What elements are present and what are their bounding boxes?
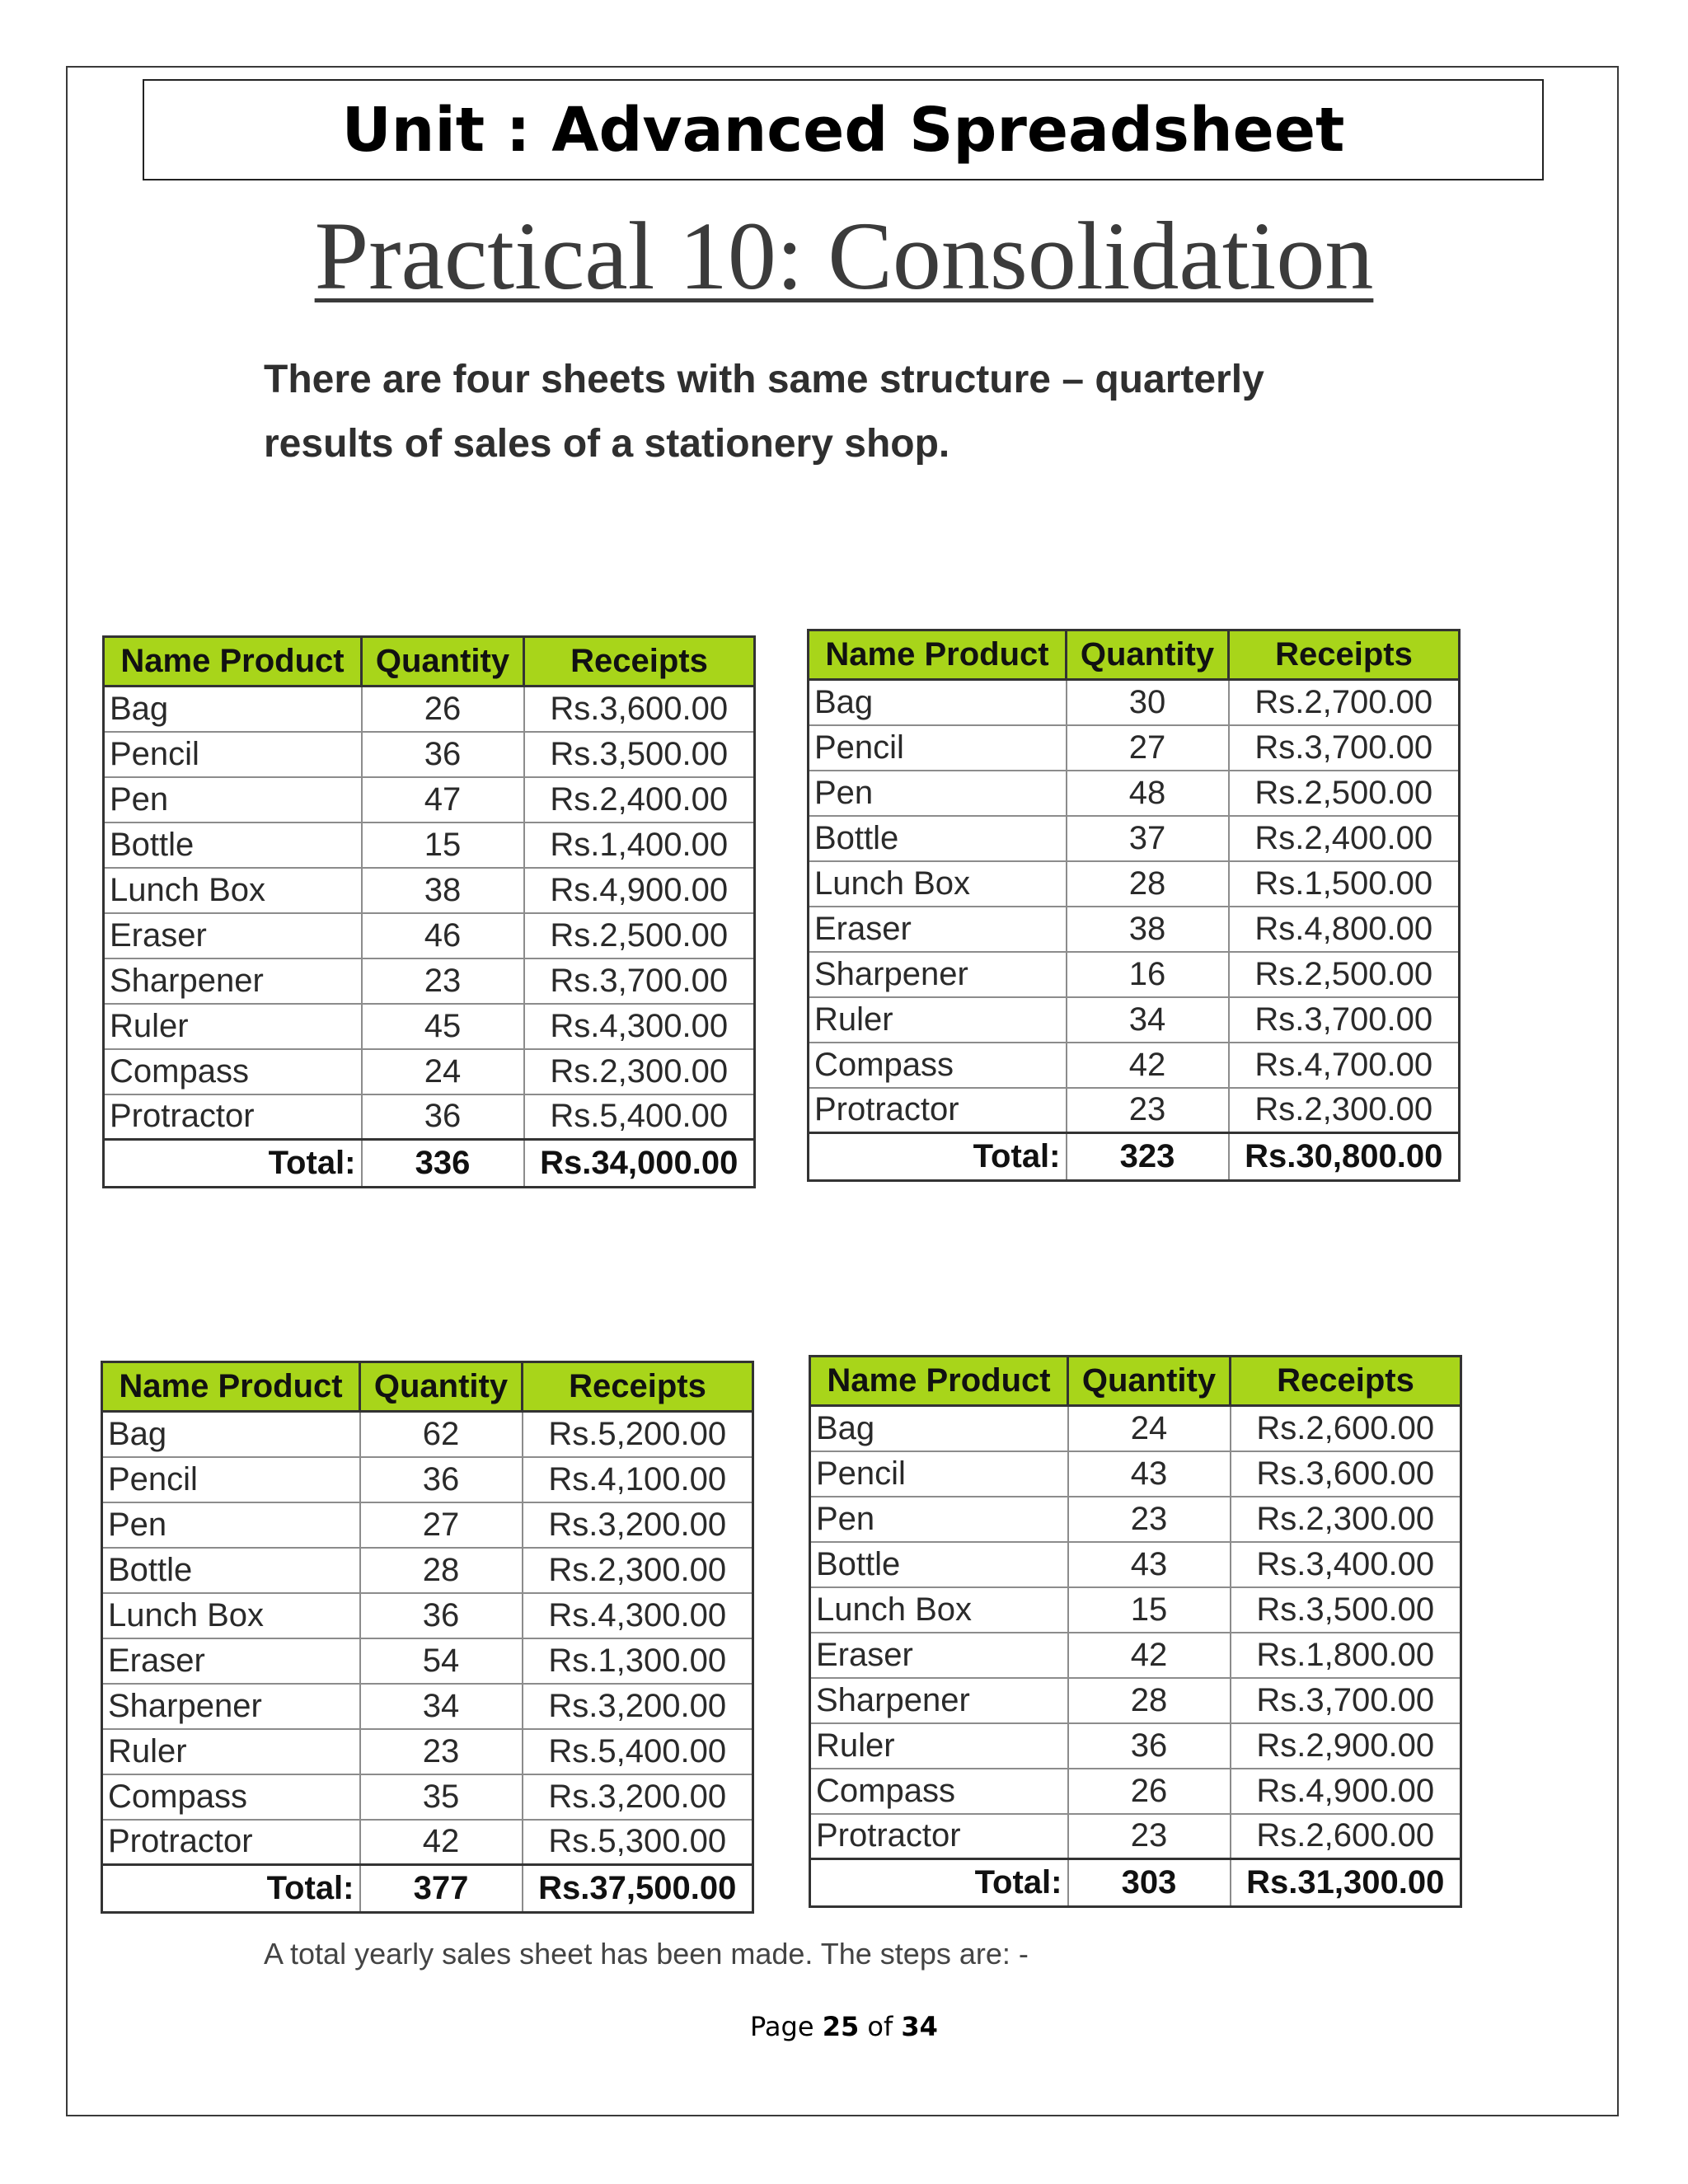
sales-sheet-4: [809, 1355, 1462, 1908]
intro-paragraph: [264, 348, 1418, 476]
table-cell: Eraser: [810, 1633, 1068, 1678]
table-row: [104, 1094, 755, 1140]
table-cell: Bag: [102, 1412, 360, 1457]
table-cell: 27: [1067, 725, 1229, 771]
table-cell: Rs.5,400.00: [523, 1729, 753, 1774]
table-row: [102, 1593, 753, 1638]
table-cell: Rs.2,700.00: [1229, 680, 1460, 725]
table-cell: Sharpener: [104, 958, 362, 1004]
table-cell: Pencil: [809, 725, 1067, 771]
table-cell: Protractor: [102, 1820, 360, 1865]
page-of: of: [867, 2011, 893, 2042]
table-cell: Lunch Box: [102, 1593, 360, 1638]
table-row: [809, 1088, 1460, 1133]
table-cell: 23: [1067, 1088, 1229, 1133]
table-cell: 16: [1067, 952, 1229, 997]
column-header: Name Product: [810, 1357, 1068, 1406]
table-cell: Rs.3,200.00: [523, 1502, 753, 1548]
table-row: [810, 1633, 1461, 1678]
table-cell: Rs.4,300.00: [524, 1004, 755, 1049]
total-receipts: Rs.31,300.00: [1231, 1859, 1461, 1907]
column-header: Name Product: [104, 637, 362, 687]
total-label: Total:: [810, 1859, 1068, 1907]
table-cell: 36: [360, 1593, 523, 1638]
table-row: [104, 1049, 755, 1094]
table-cell: Eraser: [104, 913, 362, 958]
table-row: [809, 680, 1460, 725]
table-cell: Rs.3,600.00: [1231, 1451, 1461, 1497]
table-cell: Rs.2,500.00: [1229, 952, 1460, 997]
table-row: [809, 816, 1460, 861]
table-row: [809, 1043, 1460, 1088]
table-cell: Rs.2,600.00: [1231, 1406, 1461, 1451]
total-quantity: 323: [1067, 1133, 1229, 1181]
table-row: [810, 1678, 1461, 1723]
table-cell: 36: [360, 1457, 523, 1502]
table-cell: Pencil: [102, 1457, 360, 1502]
table-row: [102, 1638, 753, 1684]
table-cell: 15: [1068, 1587, 1231, 1633]
table-cell: Protractor: [809, 1088, 1067, 1133]
table-row: [102, 1457, 753, 1502]
table-cell: Rs.2,400.00: [1229, 816, 1460, 861]
table-cell: Rs.3,500.00: [1231, 1587, 1461, 1633]
page-total: 34: [901, 2011, 938, 2042]
column-header: Name Product: [809, 630, 1067, 680]
header-row: [104, 637, 755, 687]
table-row: [104, 958, 755, 1004]
table-cell: 54: [360, 1638, 523, 1684]
table-row: [102, 1548, 753, 1593]
table-cell: Bottle: [104, 823, 362, 868]
total-label: Total:: [104, 1140, 362, 1188]
table-cell: 47: [362, 777, 524, 823]
table-cell: Ruler: [102, 1729, 360, 1774]
table-cell: Rs.2,300.00: [1229, 1088, 1460, 1133]
table-cell: 45: [362, 1004, 524, 1049]
table-row: [104, 913, 755, 958]
header-row: [102, 1362, 753, 1412]
intro-line-2: results of sales of a stationery shop.: [264, 422, 950, 466]
total-receipts: Rs.34,000.00: [524, 1140, 755, 1188]
table-cell: 36: [1068, 1723, 1231, 1769]
table-cell: Pen: [810, 1497, 1068, 1542]
table-row: [810, 1451, 1461, 1497]
table-cell: Sharpener: [102, 1684, 360, 1729]
column-header: Quantity: [1068, 1357, 1231, 1406]
table-cell: Rs.5,400.00: [524, 1094, 755, 1140]
column-header: Name Product: [102, 1362, 360, 1412]
intro-line-1: There are four sheets with same structure – quarterly: [264, 358, 1264, 401]
table-cell: Bottle: [810, 1542, 1068, 1587]
table-cell: Rs.3,500.00: [524, 732, 755, 777]
table-cell: Pen: [809, 771, 1067, 816]
table-cell: Rs.2,300.00: [1231, 1497, 1461, 1542]
table-cell: Ruler: [104, 1004, 362, 1049]
total-quantity: 377: [360, 1865, 523, 1913]
table-cell: Rs.2,400.00: [524, 777, 755, 823]
table-cell: Bag: [809, 680, 1067, 725]
table-cell: 46: [362, 913, 524, 958]
unit-title: Unit : Advanced Spreadsheet: [143, 79, 1544, 180]
table-cell: 24: [362, 1049, 524, 1094]
table-cell: Rs.2,500.00: [524, 913, 755, 958]
table-cell: Rs.2,900.00: [1231, 1723, 1461, 1769]
sales-sheet-2: [807, 629, 1461, 1182]
table-cell: Rs.3,700.00: [524, 958, 755, 1004]
table-row: [104, 1004, 755, 1049]
total-row: [809, 1133, 1460, 1181]
table-cell: Rs.4,900.00: [1231, 1769, 1461, 1814]
table-cell: Rs.5,200.00: [523, 1412, 753, 1457]
table-cell: Pen: [102, 1502, 360, 1548]
column-header: Quantity: [362, 637, 524, 687]
table-row: [809, 725, 1460, 771]
table-cell: Compass: [102, 1774, 360, 1820]
table-cell: 23: [362, 958, 524, 1004]
total-quantity: 336: [362, 1140, 524, 1188]
table-row: [104, 687, 755, 732]
table-cell: 62: [360, 1412, 523, 1457]
table-cell: 23: [360, 1729, 523, 1774]
table-row: [809, 907, 1460, 952]
table-cell: Eraser: [809, 907, 1067, 952]
table-cell: Rs.2,500.00: [1229, 771, 1460, 816]
table-cell: Rs.4,900.00: [524, 868, 755, 913]
table-cell: Rs.3,700.00: [1229, 725, 1460, 771]
table-row: [810, 1542, 1461, 1587]
table-cell: 28: [360, 1548, 523, 1593]
table-cell: Bag: [104, 687, 362, 732]
table-cell: Sharpener: [809, 952, 1067, 997]
total-receipts: Rs.30,800.00: [1229, 1133, 1460, 1181]
table-row: [104, 823, 755, 868]
total-receipts: Rs.37,500.00: [523, 1865, 753, 1913]
table-cell: Rs.1,500.00: [1229, 861, 1460, 907]
table-row: [104, 868, 755, 913]
table-row: [809, 997, 1460, 1043]
table-cell: Rs.4,700.00: [1229, 1043, 1460, 1088]
table-cell: Rs.3,700.00: [1229, 997, 1460, 1043]
table-row: [809, 952, 1460, 997]
table-row: [104, 777, 755, 823]
table-row: [102, 1729, 753, 1774]
table-cell: Pencil: [810, 1451, 1068, 1497]
table-row: [102, 1684, 753, 1729]
table-cell: 28: [1068, 1678, 1231, 1723]
table-cell: Ruler: [810, 1723, 1068, 1769]
column-header: Receipts: [524, 637, 755, 687]
table-row: [810, 1497, 1461, 1542]
table-cell: Rs.1,800.00: [1231, 1633, 1461, 1678]
total-quantity: 303: [1068, 1859, 1231, 1907]
table-cell: 43: [1068, 1451, 1231, 1497]
table-row: [102, 1774, 753, 1820]
table-cell: Rs.1,300.00: [523, 1638, 753, 1684]
table-row: [104, 732, 755, 777]
table-cell: Compass: [104, 1049, 362, 1094]
table-cell: 37: [1067, 816, 1229, 861]
table-cell: Rs.2,600.00: [1231, 1814, 1461, 1859]
table-cell: Rs.3,200.00: [523, 1774, 753, 1820]
table-row: [102, 1820, 753, 1865]
table-cell: Bottle: [809, 816, 1067, 861]
table-cell: 34: [360, 1684, 523, 1729]
table-cell: Rs.3,600.00: [524, 687, 755, 732]
table-cell: Pen: [104, 777, 362, 823]
table-cell: Rs.3,700.00: [1231, 1678, 1461, 1723]
table-row: [810, 1406, 1461, 1451]
table-cell: Pencil: [104, 732, 362, 777]
table-cell: Rs.5,300.00: [523, 1820, 753, 1865]
table-cell: Rs.1,400.00: [524, 823, 755, 868]
table-cell: 27: [360, 1502, 523, 1548]
column-header: Receipts: [1231, 1357, 1461, 1406]
table-cell: Eraser: [102, 1638, 360, 1684]
table-cell: 36: [362, 1094, 524, 1140]
table-cell: Ruler: [809, 997, 1067, 1043]
page-number: [0, 2011, 1688, 2042]
page-current: 25: [822, 2011, 860, 2042]
table-cell: 15: [362, 823, 524, 868]
table-cell: 38: [362, 868, 524, 913]
table-cell: Lunch Box: [810, 1587, 1068, 1633]
table-cell: 23: [1068, 1497, 1231, 1542]
practical-title-text: Practical 10: Consolidation: [314, 202, 1374, 310]
table-cell: 42: [1067, 1043, 1229, 1088]
table-cell: Sharpener: [810, 1678, 1068, 1723]
table-cell: 24: [1068, 1406, 1231, 1451]
table-cell: 42: [1068, 1633, 1231, 1678]
table-cell: Rs.4,100.00: [523, 1457, 753, 1502]
table-cell: Lunch Box: [104, 868, 362, 913]
table-cell: 30: [1067, 680, 1229, 725]
table-cell: Bottle: [102, 1548, 360, 1593]
table-cell: Lunch Box: [809, 861, 1067, 907]
total-label: Total:: [102, 1865, 360, 1913]
table-cell: Bag: [810, 1406, 1068, 1451]
column-header: Receipts: [1229, 630, 1460, 680]
table-cell: Rs.3,400.00: [1231, 1542, 1461, 1587]
table-cell: Protractor: [810, 1814, 1068, 1859]
table-cell: 42: [360, 1820, 523, 1865]
table-cell: 36: [362, 732, 524, 777]
page-prefix: Page: [750, 2011, 814, 2042]
table-row: [810, 1587, 1461, 1633]
sales-sheet-3: [101, 1361, 754, 1914]
column-header: Receipts: [523, 1362, 753, 1412]
column-header: Quantity: [360, 1362, 523, 1412]
table-cell: 28: [1067, 861, 1229, 907]
total-row: [810, 1859, 1461, 1907]
table-cell: 43: [1068, 1542, 1231, 1587]
total-label: Total:: [809, 1133, 1067, 1181]
table-cell: Protractor: [104, 1094, 362, 1140]
table-cell: 26: [1068, 1769, 1231, 1814]
table-row: [809, 771, 1460, 816]
table-cell: 35: [360, 1774, 523, 1820]
table-cell: Compass: [810, 1769, 1068, 1814]
table-row: [810, 1769, 1461, 1814]
header-row: [810, 1357, 1461, 1406]
table-cell: 34: [1067, 997, 1229, 1043]
table-row: [809, 861, 1460, 907]
practical-title: [0, 194, 1688, 318]
table-row: [102, 1412, 753, 1457]
table-row: [810, 1723, 1461, 1769]
table-row: [810, 1814, 1461, 1859]
table-cell: Rs.4,800.00: [1229, 907, 1460, 952]
table-cell: Compass: [809, 1043, 1067, 1088]
sales-sheet-1: [102, 635, 756, 1188]
table-cell: 48: [1067, 771, 1229, 816]
table-cell: Rs.4,300.00: [523, 1593, 753, 1638]
table-cell: 26: [362, 687, 524, 732]
total-row: [102, 1865, 753, 1913]
table-cell: Rs.2,300.00: [524, 1049, 755, 1094]
table-cell: Rs.3,200.00: [523, 1684, 753, 1729]
table-cell: 38: [1067, 907, 1229, 952]
table-cell: Rs.2,300.00: [523, 1548, 753, 1593]
table-row: [102, 1502, 753, 1548]
header-row: [809, 630, 1460, 680]
table-cell: 23: [1068, 1814, 1231, 1859]
total-row: [104, 1140, 755, 1188]
column-header: Quantity: [1067, 630, 1229, 680]
steps-text: A total yearly sales sheet has been made. The steps are: -: [264, 1937, 1029, 1971]
